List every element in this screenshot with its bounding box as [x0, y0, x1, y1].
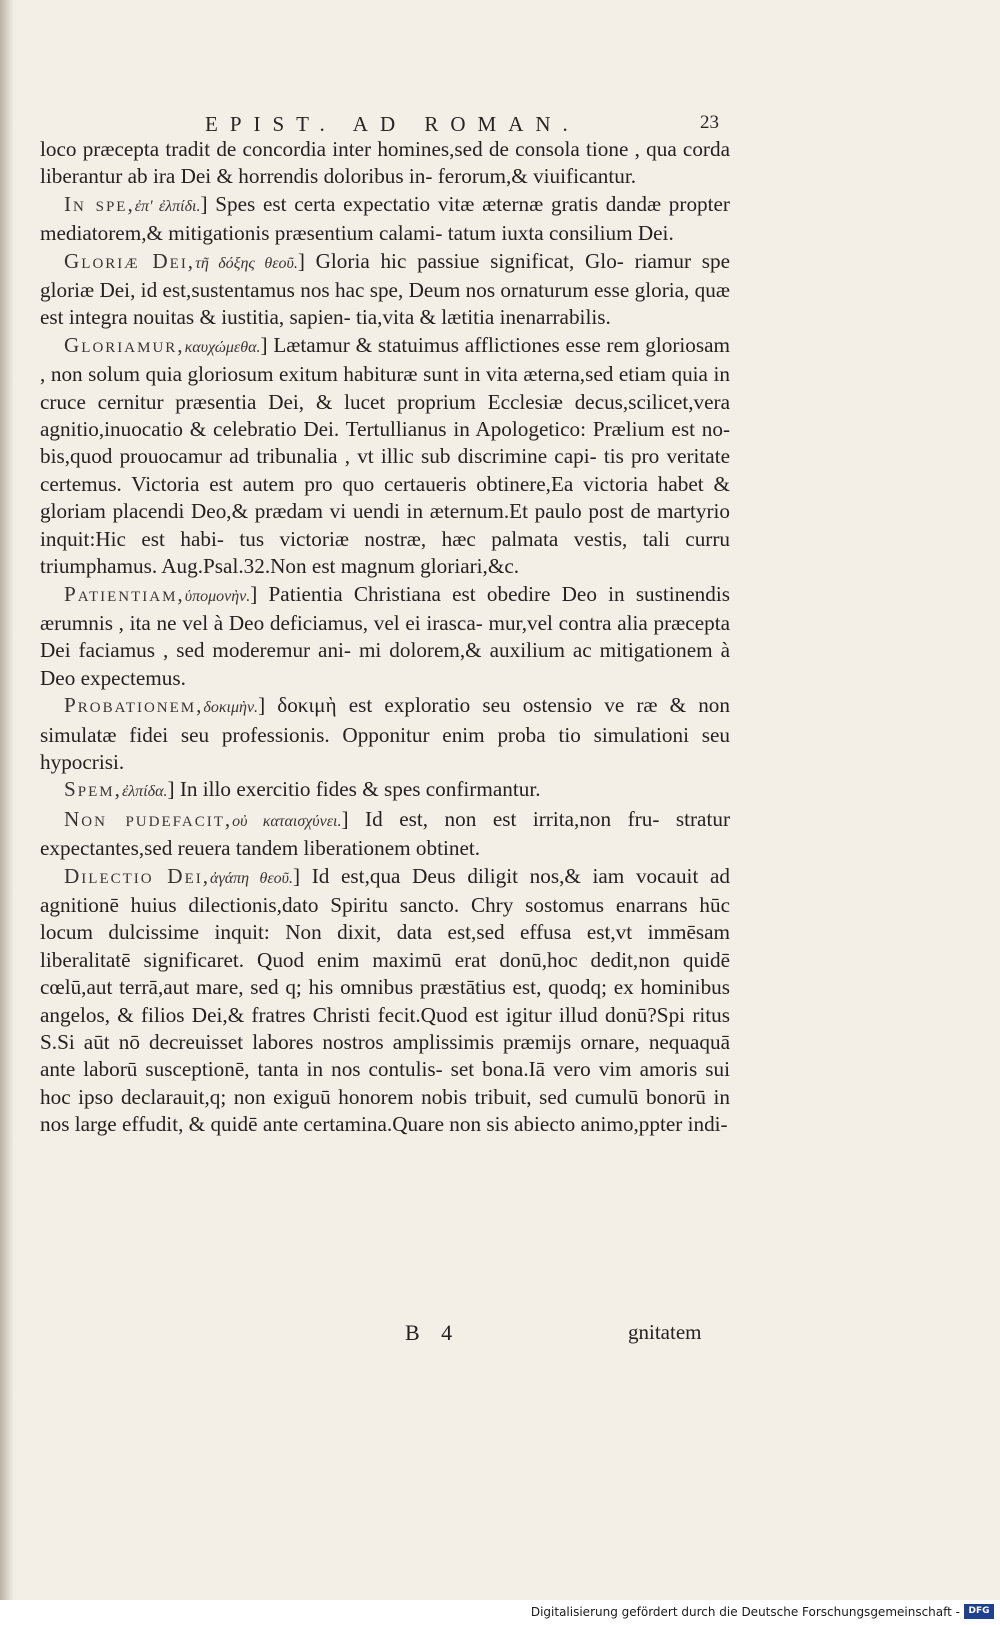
paragraph-text: ] Patientia Christiana est obedire Deo in sustinendis ærumnis , ita ne vel à Deo deficiamus, vel ei irasca- mur,vel contra alia præcepta Dei faciamus , sed moderemur ani- mi dolorem,& auxilium ac mitigationem à Deo expectemus.: [40, 581, 730, 690]
page-footer: [0, 1320, 1000, 1354]
catchword: gnitatem: [628, 1320, 702, 1344]
paragraph-text: ] Id est, non est irrita,non fru- stratur expectantes,sed reuera tandem liberationem obtinet.: [40, 806, 730, 861]
digitization-credit-bar: [0, 1600, 1000, 1625]
paragraph-text: ] Gloria hic passiue significat, Glo- riamur spe gloriæ Dei, id est,sustentamus nos hac spe, Deum nos ornaturum esse gloria, quæ est integra nouitas & iustitia, sapien- tia,vita & lætitia inenarrabilis.: [40, 248, 730, 330]
lemma-term: Probationem,: [64, 693, 204, 718]
paragraph-patientiam: [40, 581, 730, 693]
paragraph-text: ] In illo exercitio fides & spes confirmantur.: [167, 777, 541, 802]
greek-gloss: οὐ καταισχύνει.: [232, 812, 342, 830]
paragraph-text: ] Spes est certa expectatio vitæ æternæ gratis dandæ propter mediatorem,& mitigationis præsentium calami- tatum iuxta consilium Dei.: [40, 191, 730, 246]
greek-gloss: τῆ δόξης θεοῦ.: [195, 254, 298, 272]
greek-gloss: δοκιμὴν.: [203, 699, 259, 717]
paragraph-continuation: [40, 136, 730, 191]
paragraph-gloriamur: [40, 332, 730, 581]
page-header: [0, 108, 1000, 138]
lemma-term: In spe,: [64, 191, 135, 216]
paragraph-spem: [40, 776, 730, 805]
greek-gloss: καυχώμεθα.: [184, 338, 261, 356]
signature-mark: B 4: [405, 1320, 453, 1345]
lemma-term: Dilectio Dei,: [64, 863, 211, 888]
paragraph-text: ] Lætamur & statuimus afflictiones esse rem gloriosam , non solum quia gloriosum exitum habituræ sunt in vita æterna,sed etiam quia in cruce cernitur præsentia Dei, & lucet proprium Ecclesiæ decus,scilicet,vera agnitio,inuocatio & celebratio Dei. Tertullianus in Apologetico: Prælium est no- bis,quod prouocamur ad tribunalia , vt illic sub discrimine capi- tis pro veritate certemus. Victoria est autem pro quo certaueris obtinere,Ea victoria habet & gloriam placendi Deo,& prædam vi uendi in æternum.Et paulo post de martyrio inquit:Hic est habi- tus victoriæ nostræ, hæc palmata vestis, tali curru triumphamus. Aug.Psal.32.Non est magnum gloriari,&c.: [40, 332, 730, 579]
paragraph-non-pudefacit: [40, 806, 730, 863]
lemma-term: Gloriamur,: [64, 332, 185, 357]
greek-gloss: ἀγάπη θεοῦ.: [210, 869, 293, 887]
paragraph-dilectio-dei: [40, 863, 730, 1139]
running-head: EPIST. AD ROMAN.: [205, 112, 580, 136]
page-edge-shadow: [0, 0, 14, 1600]
credit-text: Digitalisierung gefördert durch die Deutsche Forschungsgemeinschaft -: [530, 1605, 960, 1619]
paragraph-probationem: [40, 692, 730, 776]
greek-gloss: ὑπομονὴν.: [184, 587, 251, 605]
greek-gloss: ἐπ' ἐλπίδι.: [134, 197, 201, 215]
greek-gloss: ἐλπίδα.: [121, 783, 168, 801]
paragraph-text: ] Id est,qua Deus diligit nos,& iam vocauit ad agnitionē huius dilectionis,dato Spiritu sancto. Chry sostomus enarrans hūc locum dulcissime inquit: Non dixit, data est,sed effusa est,vt immēsam liberalitatē significaret. Quod enim maximū erat donū,hoc dedit,non quidē cœlū,aut terrā,aut mare, sed q; his omnibus præstātius est, quodq; ex hominibus angelos, & filios Dei,& fratres Christi fecit.Quod est igitur illud donū?Spi ritus S.Si aūt nō decreuisset labores nostros amplissimis præmijs ornare, nequaquā ante laborū susceptionē, tanta in nos contulis- set bona.Iā vero vim amoris sui hoc ipso declarauit,q; non exiguū honorem nobis tribuit, sed cumulū bonorū in nos large effudit, & quidē ante certamina.Quare non sis abiecto animo,ppter indi-: [40, 863, 730, 1137]
lemma-term: Non pudefacit,: [64, 806, 233, 831]
dfg-logo-icon: DFG: [964, 1604, 994, 1619]
paragraph-text: loco præcepta tradit de concordia inter homines,sed de consola tione , qua corda liberantur ab ira Dei & horrendis doloribus in- ferorum,& viuificantur.: [40, 137, 730, 189]
body-text: [40, 136, 730, 1139]
lemma-term: Patientiam,: [64, 581, 185, 606]
lemma-term: Spem,: [64, 777, 122, 802]
paragraph-gloriae-dei: [40, 248, 730, 332]
lemma-term: Gloriæ Dei,: [64, 248, 196, 273]
page-number: 23: [700, 112, 719, 133]
paragraph-text: ] δοκιμὴ est exploratio seu ostensio ve ræ & non simulatæ fidei seu professionis. Opponitur enim proba tio simulationi seu hypocrisi.: [40, 693, 730, 774]
paragraph-in-spe: [40, 191, 730, 248]
